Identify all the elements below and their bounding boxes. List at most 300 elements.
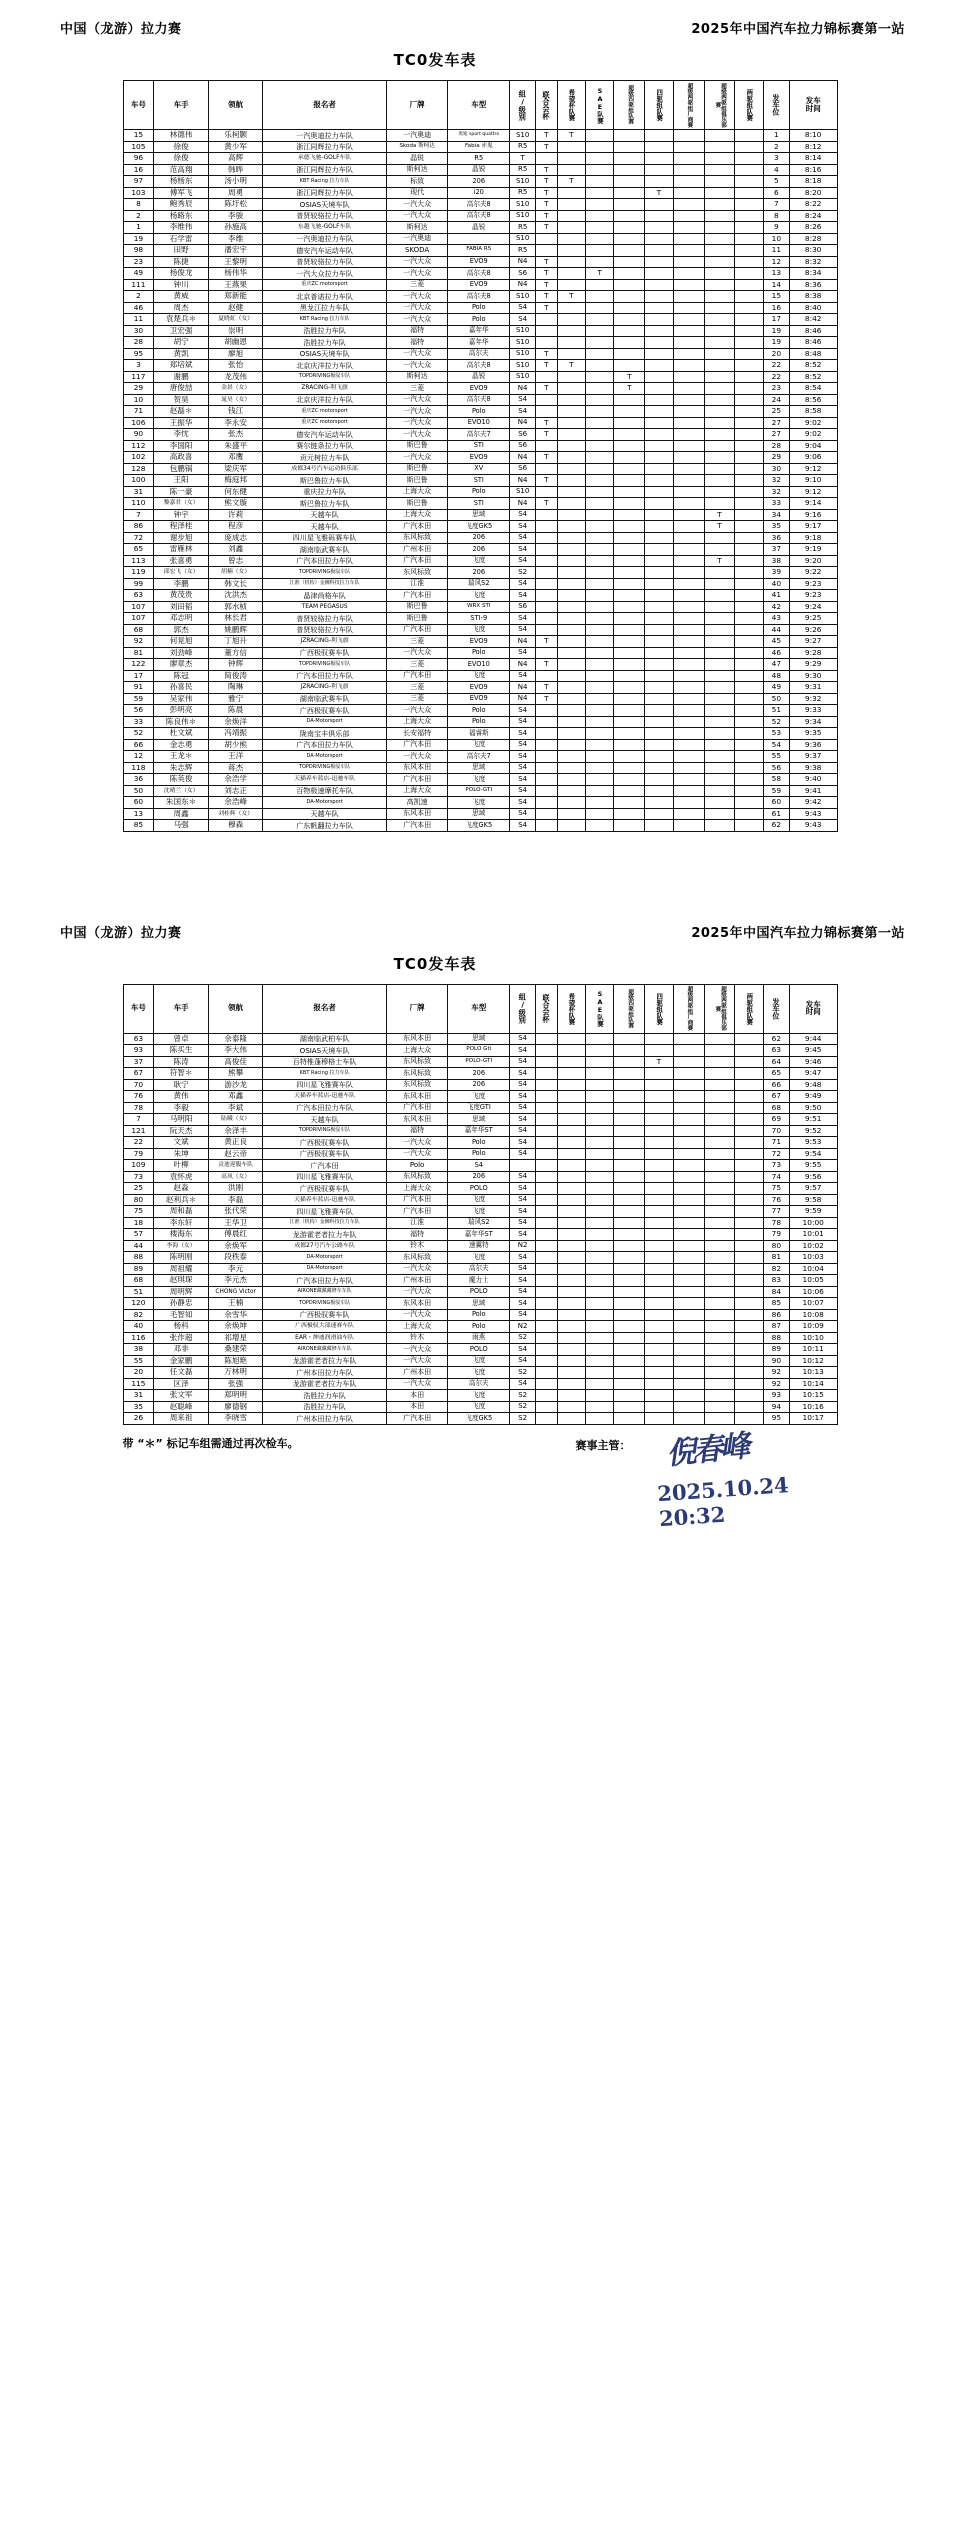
cell-driver: 陈涛 [154,1056,209,1068]
cell-c4wd [645,383,673,395]
cell-sae [585,394,613,406]
cell-entrant: 广州本田拉力车队 [263,1367,386,1379]
cell-model: 思域 [448,1114,510,1126]
cell-hopecup [557,1367,585,1379]
cell-time: 9:33 [789,705,837,717]
col-header-sae: SAE队赛 [585,81,613,130]
cell-driver: 金志勇 [154,739,209,751]
cell-hopecup [557,797,585,809]
table-row [123,325,837,337]
cell-s2wd_m [673,337,704,349]
cell-class: S4 [510,394,536,406]
cell-c2wd [735,739,763,751]
cell-fiacup [536,1171,557,1183]
cell-sae [585,1275,613,1287]
cell-fiacup [536,1217,557,1229]
cell-entrant: KBT Racing 拉力车队 [263,314,386,326]
cell-fiacup [536,1160,557,1172]
cell-class: N4 [510,498,536,510]
cell-fiacup: T [536,452,557,464]
table-row [123,406,837,418]
cell-s2wd_c [704,199,735,211]
cell-c2wd [735,360,763,372]
cell-entrant: 浩胜拉力车队 [263,1390,386,1402]
cell-brand: 斯柯达 [386,222,448,234]
cell-model [448,233,510,245]
cell-c2wd [735,613,763,625]
cell-brand: 一汽奥迪 [386,233,448,245]
cell-s4wd [614,406,645,418]
cell-time: 9:22 [789,567,837,579]
cell-hopecup: T [557,176,585,188]
cell-no: 68 [123,1275,154,1287]
cell-no: 1 [123,222,154,234]
cell-fiacup [536,555,557,567]
cell-c4wd [645,291,673,303]
cell-hopecup [557,1068,585,1080]
cell-model: 思域 [448,808,510,820]
cell-grid: 62 [763,1033,789,1045]
cell-class: N4 [510,475,536,487]
cell-s2wd_m [673,325,704,337]
cell-hopecup [557,567,585,579]
cell-s4wd [614,1286,645,1298]
cell-time: 9:44 [789,1033,837,1045]
cell-hopecup [557,1298,585,1310]
cell-model: 飞度 [448,774,510,786]
cell-fiacup [536,1252,557,1264]
cell-fiacup [536,509,557,521]
cell-s2wd_m [673,164,704,176]
table-row [123,222,837,234]
cell-c2wd [735,337,763,349]
cell-s2wd_m [673,1068,704,1080]
cell-time: 8:36 [789,279,837,291]
cell-s2wd_m [673,1148,704,1160]
cell-c2wd [735,647,763,659]
cell-model: 思域 [448,762,510,774]
cell-s4wd [614,797,645,809]
cell-driver: 陈一豪 [154,486,209,498]
cell-model: 高尔夫7 [448,429,510,441]
start-list-table-2 [123,984,838,1425]
cell-brand: 上海大众 [386,1045,448,1057]
cell-time: 9:35 [789,728,837,740]
cell-class: S4 [510,1344,536,1356]
cell-c4wd [645,337,673,349]
cell-codriver: 廖德钢 [208,1401,263,1413]
cell-no: 107 [123,601,154,613]
cell-hopecup [557,590,585,602]
cell-sae [585,256,613,268]
cell-brand: Skoda 斯柯达 [386,141,448,153]
cell-model: 晶锐 [448,164,510,176]
cell-hopecup [557,429,585,441]
cell-class [510,1160,536,1172]
cell-entrant: 广西极驭赛车队 [263,705,386,717]
cell-hopecup [557,406,585,418]
cell-s4wd [614,325,645,337]
table-row [123,797,837,809]
cell-s4wd [614,1298,645,1310]
cell-s2wd_m [673,1217,704,1229]
table-row [123,590,837,602]
cell-driver: 张喜勇 [154,555,209,567]
cell-c2wd [735,417,763,429]
table-row [123,291,837,303]
cell-c2wd [735,291,763,303]
cell-s2wd_m [673,1114,704,1126]
cell-fiacup: T [536,268,557,280]
cell-fiacup [536,647,557,659]
cell-entrant: 龙游霍老者拉力车队 [263,1229,386,1241]
cell-c2wd [735,222,763,234]
cell-hopecup [557,1321,585,1333]
cell-no: 22 [123,1137,154,1149]
cell-no: 75 [123,1206,154,1218]
cell-time: 10:10 [789,1332,837,1344]
cell-sae [585,1171,613,1183]
cell-no: 31 [123,486,154,498]
table-row [123,728,837,740]
cell-s2wd_c [704,1378,735,1390]
cell-no: 49 [123,268,154,280]
cell-brand: 东风本田 [386,1114,448,1126]
cell-driver: 林德伟 [154,130,209,142]
cell-c4wd [645,521,673,533]
cell-sae [585,555,613,567]
cell-model: 晶锐 [448,371,510,383]
cell-brand: 一汽大众 [386,1344,448,1356]
cell-c2wd [735,670,763,682]
cell-no: 10 [123,394,154,406]
cell-driver: 钟宇 [154,509,209,521]
cell-driver: 区泽 [154,1378,209,1390]
cell-c4wd [645,348,673,360]
cell-hopecup [557,1275,585,1287]
cell-brand: 一汽大众 [386,452,448,464]
cell-s4wd [614,1332,645,1344]
cell-codriver: 高俊佳 [208,1056,263,1068]
cell-s2wd_m [673,187,704,199]
cell-time: 8:18 [789,176,837,188]
cell-class: S4 [510,1298,536,1310]
cell-c4wd [645,486,673,498]
cell-codriver: 王燕果 [208,279,263,291]
cell-c4wd [645,1125,673,1137]
cell-sae [585,279,613,291]
cell-time: 8:12 [789,141,837,153]
cell-sae [585,314,613,326]
cell-brand: 广州本田 [386,544,448,556]
cell-s2wd_m [673,532,704,544]
cell-c2wd [735,785,763,797]
table-row [123,141,837,153]
cell-c2wd [735,1045,763,1057]
cell-s4wd [614,222,645,234]
cell-no: 68 [123,624,154,636]
cell-sae [585,222,613,234]
col-header-hopecup: 希望杯队赛 [557,984,585,1033]
cell-hopecup [557,1390,585,1402]
cell-fiacup [536,1033,557,1045]
cell-c2wd [735,1114,763,1126]
cell-brand: 广汽本田 [386,624,448,636]
cell-c4wd [645,1252,673,1264]
cell-class: S4 [510,521,536,533]
cell-driver: 周杰 [154,302,209,314]
cell-codriver: 桑建荣 [208,1344,263,1356]
cell-class: S4 [510,1091,536,1103]
cell-s4wd [614,348,645,360]
cell-time: 8:42 [789,314,837,326]
cell-entrant: 四川星飞雅赛车队 [263,1171,386,1183]
cell-no: 44 [123,1240,154,1252]
cell-c2wd [735,820,763,832]
cell-driver: 石学雷 [154,233,209,245]
cell-s2wd_m [673,268,704,280]
cell-no: 57 [123,1229,154,1241]
cell-no: 70 [123,1079,154,1091]
cell-brand: 东风标致 [386,1068,448,1080]
cell-grid: 73 [763,1160,789,1172]
cell-c4wd [645,774,673,786]
cell-codriver: 张怡 [208,360,263,372]
cell-c4wd [645,509,673,521]
cell-sae [585,1056,613,1068]
cell-codriver: 段秩泰 [208,1252,263,1264]
cell-codriver: 刘桂辉（女） [208,808,263,820]
cell-grid: 70 [763,1125,789,1137]
table-header-2 [123,984,837,1033]
cell-no: 109 [123,1160,154,1172]
cell-brand: 一汽大众 [386,348,448,360]
cell-s2wd_c [704,279,735,291]
cell-entrant: TOPDRIVING极驭车队 [263,762,386,774]
event-name-left: 中国（龙游）拉力赛 [60,22,182,37]
cell-sae [585,1332,613,1344]
cell-c2wd [735,130,763,142]
cell-time: 9:14 [789,498,837,510]
cell-s2wd_c [704,337,735,349]
cell-c4wd [645,1137,673,1149]
cell-driver: 唐俊喆 [154,383,209,395]
cell-c2wd [735,509,763,521]
cell-s2wd_c [704,728,735,740]
cell-fiacup [536,1056,557,1068]
cell-hopecup [557,1183,585,1195]
cell-s2wd_m [673,486,704,498]
cell-c2wd [735,371,763,383]
cell-c4wd [645,624,673,636]
cell-driver: 杨科 [154,1321,209,1333]
cell-fiacup [536,1355,557,1367]
cell-grid: 59 [763,785,789,797]
cell-c2wd [735,463,763,475]
cell-codriver: 丁旭升 [208,636,263,648]
cell-class: S4 [510,1033,536,1045]
cell-brand: 广州本田 [386,1275,448,1287]
cell-hopecup [557,1160,585,1172]
cell-s4wd [614,762,645,774]
cell-driver: 李国阳 [154,440,209,452]
cell-s4wd [614,682,645,694]
cell-codriver: 蒋杰 [208,762,263,774]
cell-entrant: 天越车队 [263,1114,386,1126]
cell-time: 9:55 [789,1160,837,1172]
cell-entrant: 天越车队 [263,509,386,521]
cell-s2wd_m [673,498,704,510]
cell-c4wd [645,578,673,590]
cell-fiacup: T [536,302,557,314]
cell-driver: 范高翔 [154,164,209,176]
cell-codriver: 梅庭邦 [208,475,263,487]
cell-model: 嘉年华ST [448,1229,510,1241]
cell-c4wd [645,1309,673,1321]
cell-hopecup [557,808,585,820]
cell-s4wd [614,1344,645,1356]
cell-time: 9:46 [789,1056,837,1068]
cell-s2wd_m [673,1309,704,1321]
table-row [123,417,837,429]
cell-driver: 杨杨东 [154,176,209,188]
cell-no: 120 [123,1298,154,1310]
cell-fiacup [536,1068,557,1080]
cell-class: S6 [510,268,536,280]
cell-grid: 19 [763,325,789,337]
cell-c2wd [735,1148,763,1160]
cell-fiacup [536,820,557,832]
cell-time: 9:02 [789,417,837,429]
cell-sae [585,498,613,510]
cell-hopecup [557,383,585,395]
cell-s2wd_m [673,590,704,602]
table-row [123,1056,837,1068]
cell-brand: 一汽大众 [386,1137,448,1149]
cell-hopecup [557,1056,585,1068]
cell-class: S4 [510,302,536,314]
cell-fiacup: T [536,210,557,222]
cell-no: 51 [123,1286,154,1298]
cell-fiacup: T [536,291,557,303]
cell-no: 85 [123,820,154,832]
cell-c2wd [735,716,763,728]
cell-s4wd [614,1068,645,1080]
cell-fiacup [536,1206,557,1218]
cell-codriver: 郭水桢 [208,601,263,613]
cell-time: 9:27 [789,636,837,648]
table-row [123,176,837,188]
cell-c4wd [645,1079,673,1091]
cell-sae [585,291,613,303]
cell-c2wd [735,279,763,291]
cell-c2wd [735,624,763,636]
table-row [123,498,837,510]
cell-entrant: 广汽本田拉力车队 [263,1275,386,1287]
cell-driver: 赵磊＊ [154,406,209,418]
cell-driver: 钟川 [154,279,209,291]
cell-entrant: 普贤较骆拉力车队 [263,256,386,268]
cell-class: S4 [510,739,536,751]
cell-codriver: 郑新能 [208,291,263,303]
cell-codriver: 姚鹏辉 [208,624,263,636]
cell-sae [585,820,613,832]
cell-fiacup [536,739,557,751]
cell-c4wd [645,1091,673,1103]
cell-s4wd [614,268,645,280]
cell-entrant: JZRACING-利飞旗 [263,682,386,694]
cell-time: 8:46 [789,337,837,349]
cell-model: 高尔夫8 [448,268,510,280]
cell-fiacup [536,394,557,406]
cell-codriver: 何东健 [208,486,263,498]
cell-grid: 85 [763,1298,789,1310]
cell-entrant: 四川星飞雅赛车队 [263,1206,386,1218]
cell-no: 37 [123,1056,154,1068]
cell-class: S4 [510,1252,536,1264]
cell-brand: 一汽大众 [386,210,448,222]
cell-grid: 92 [763,1367,789,1379]
cell-c2wd [735,521,763,533]
cell-model: Polo [448,716,510,728]
cell-s2wd_c [704,302,735,314]
cell-s4wd [614,1194,645,1206]
table-row [123,429,837,441]
cell-model: 飞度 [448,1355,510,1367]
col-header-grid: 发车位 [763,984,789,1033]
cell-driver: 王龙＊ [154,751,209,763]
cell-s2wd_m [673,1332,704,1344]
cell-brand: 高凯速 [386,797,448,809]
cell-sae [585,682,613,694]
cell-time: 8:32 [789,256,837,268]
cell-model: Polo [448,705,510,717]
cell-c2wd [735,1033,763,1045]
cell-c2wd [735,406,763,418]
table-row [123,1263,837,1275]
cell-s2wd_c [704,1194,735,1206]
cell-hopecup [557,1033,585,1045]
cell-grid: 41 [763,590,789,602]
cell-c2wd [735,1275,763,1287]
cell-s2wd_c [704,1217,735,1229]
signature-date: 2025.10.24 20:32 [655,1471,789,1531]
table-row [123,337,837,349]
cell-no: 88 [123,1252,154,1264]
cell-model: POLO [448,1183,510,1195]
cell-s4wd [614,314,645,326]
cell-s2wd_c: T [704,509,735,521]
cell-sae [585,1125,613,1137]
cell-hopecup [557,256,585,268]
cell-hopecup [557,279,585,291]
cell-c2wd [735,1390,763,1402]
cell-class: S4 [510,762,536,774]
col-header-fiacup: 联合会杯 [536,81,557,130]
cell-time: 9:56 [789,1171,837,1183]
cell-s4wd [614,1079,645,1091]
cell-codriver: 赵云帝 [208,1148,263,1160]
cell-c2wd [735,728,763,740]
cell-sae: T [585,268,613,280]
cell-hopecup [557,1332,585,1344]
cell-fiacup: T [536,360,557,372]
cell-s2wd_m [673,233,704,245]
cell-hopecup [557,705,585,717]
cell-time: 9:48 [789,1079,837,1091]
cell-brand: 广汽本田 [386,555,448,567]
cell-s2wd_c [704,1183,735,1195]
